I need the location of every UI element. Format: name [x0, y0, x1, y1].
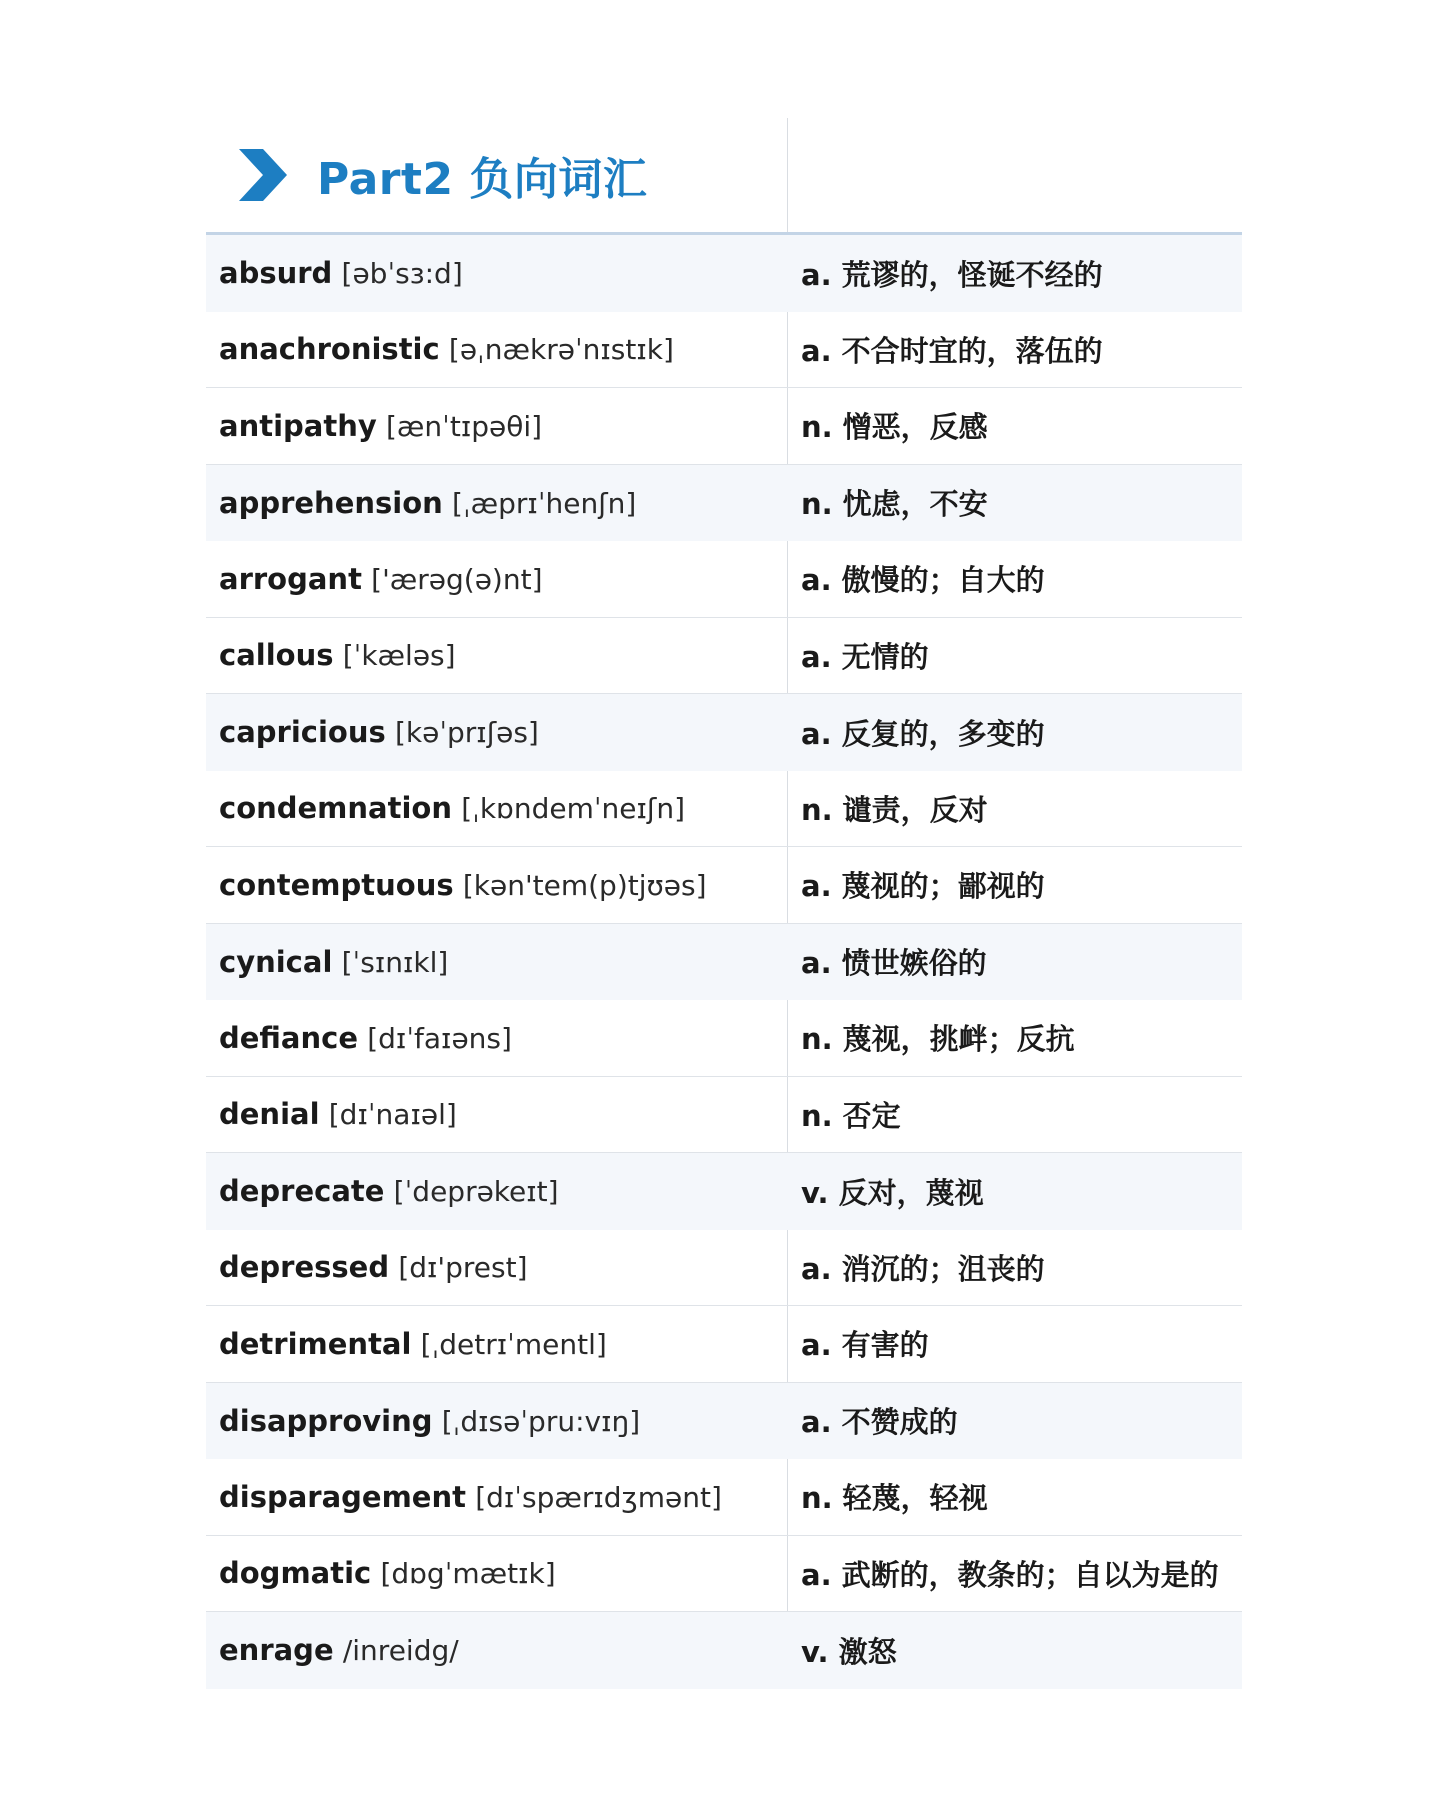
table-row: [206, 1000, 1242, 1077]
meaning-text: 谴责，反对: [842, 792, 988, 827]
table-row: [206, 1153, 1242, 1230]
meaning-text: 蔑视，挑衅；反抗: [842, 1022, 1075, 1057]
meaning-text: 傲慢的；自大的: [841, 563, 1045, 598]
page-title: Part2 负向词汇: [317, 154, 648, 205]
word-cell: [206, 409, 787, 443]
word-cell: [206, 1021, 787, 1055]
meaning-text: 有害的: [841, 1328, 929, 1363]
word-cell: [206, 1480, 787, 1514]
word-text: arrogant: [219, 561, 362, 596]
part-of-speech: n.: [801, 410, 833, 445]
word-text: detrimental: [219, 1326, 412, 1361]
vocabulary-table: [206, 232, 1242, 1689]
word-cell: [206, 1250, 787, 1284]
table-row: [206, 1536, 1242, 1613]
table-row: [206, 924, 1242, 1001]
part-of-speech: n.: [801, 487, 833, 522]
word-cell: [206, 1404, 787, 1438]
table-row: [206, 312, 1242, 389]
word-cell: [206, 1556, 787, 1590]
word-text: anachronistic: [219, 332, 440, 367]
phonetic-text: [ˈdeprəkeɪt]: [393, 1175, 559, 1209]
word-text: dogmatic: [219, 1556, 372, 1591]
table-row: [206, 1612, 1242, 1689]
part-of-speech: n.: [801, 792, 833, 827]
phonetic-text: [ænˈtɪpəθi]: [385, 409, 543, 443]
word-text: cynical: [219, 944, 333, 979]
phonetic-text: [əbˈsɜ:d]: [341, 257, 463, 291]
word-cell: [206, 332, 787, 366]
phonetic-text: [kən'tem(p)tjʊəs]: [462, 868, 707, 902]
meaning-text: 轻蔑，轻视: [842, 1481, 988, 1516]
table-row: [206, 1459, 1242, 1536]
table-row: [206, 388, 1242, 465]
word-text: deprecate: [219, 1174, 385, 1209]
word-text: disapproving: [219, 1403, 433, 1438]
word-text: absurd: [219, 256, 333, 291]
definition-cell: [787, 1400, 1242, 1441]
table-row: [206, 1383, 1242, 1460]
chevron-right-icon: [237, 147, 289, 203]
phonetic-text: [kəˈprɪʃəs]: [394, 716, 539, 750]
meaning-text: 不合时宜的，落伍的: [841, 333, 1103, 368]
meaning-text: 忧虑，不安: [842, 487, 988, 522]
table-row: [206, 618, 1242, 695]
meaning-text: 蔑视的；鄙视的: [841, 869, 1045, 904]
definition-cell: [787, 1630, 1242, 1671]
part-of-speech: a.: [801, 1328, 832, 1363]
word-cell: [206, 868, 787, 902]
definition-cell: [787, 864, 1242, 905]
table-row: [206, 1077, 1242, 1154]
word-cell: [206, 945, 787, 979]
phonetic-text: [dɪˈnaɪəl]: [328, 1098, 457, 1132]
word-cell: [206, 1097, 787, 1131]
definition-cell: [787, 1553, 1242, 1594]
word-text: condemnation: [219, 791, 452, 826]
meaning-text: 消沉的；沮丧的: [841, 1251, 1045, 1286]
word-text: apprehension: [219, 485, 443, 520]
part-of-speech: v.: [801, 1175, 829, 1210]
phonetic-text: [dɪ'prest]: [398, 1251, 528, 1285]
word-cell: [206, 1174, 787, 1208]
word-cell: [206, 791, 787, 825]
word-cell: [206, 256, 787, 290]
table-row: [206, 694, 1242, 771]
phonetic-text: [ˌdetrɪˈmentl]: [420, 1327, 607, 1361]
phonetic-text: [əˌnækrəˈnɪstɪk]: [448, 333, 674, 367]
table-row: [206, 1306, 1242, 1383]
phonetic-text: ['ærəg(ə)nt]: [371, 562, 543, 596]
part-of-speech: a.: [801, 257, 832, 292]
phonetic-text: [dɒgˈmætɪk]: [380, 1557, 556, 1591]
part-of-speech: a.: [801, 716, 832, 751]
part-of-speech: n.: [801, 1098, 833, 1133]
phonetic-text: [ˌæprɪˈhenʃn]: [452, 486, 637, 520]
meaning-text: 憎恶，反感: [842, 410, 988, 445]
word-text: denial: [219, 1097, 320, 1132]
part-of-speech: n.: [801, 1022, 833, 1057]
definition-cell: [787, 482, 1242, 523]
word-cell: [206, 562, 787, 596]
definition-cell: [787, 1094, 1242, 1135]
phonetic-text: /inreidg/: [342, 1634, 459, 1668]
word-text: contemptuous: [219, 867, 454, 902]
word-cell: [206, 1633, 787, 1667]
meaning-text: 反对，蔑视: [838, 1175, 984, 1210]
part-of-speech: a.: [801, 1251, 832, 1286]
definition-cell: [787, 941, 1242, 982]
definition-cell: [787, 253, 1242, 294]
table-row: [206, 235, 1242, 312]
word-text: enrage: [219, 1633, 334, 1668]
definition-cell: [787, 1476, 1242, 1517]
table-row: [206, 541, 1242, 618]
meaning-text: 反复的，多变的: [841, 716, 1045, 751]
meaning-text: 不赞成的: [841, 1405, 958, 1440]
definition-cell: [787, 329, 1242, 370]
phonetic-text: [ˈkæləs]: [342, 639, 456, 673]
meaning-text: 武断的，教条的；自以为是的: [841, 1557, 1219, 1592]
part-of-speech: a.: [801, 1405, 832, 1440]
word-cell: [206, 1327, 787, 1361]
definition-cell: [787, 405, 1242, 446]
phonetic-text: [dɪˈspærɪdʒmənt]: [475, 1480, 722, 1514]
table-row: [206, 847, 1242, 924]
part-of-speech: n.: [801, 1481, 833, 1516]
phonetic-text: [ˌkɒndemˈneɪʃn]: [461, 792, 685, 826]
part-of-speech: v.: [801, 1634, 829, 1669]
part-of-speech: a.: [801, 639, 832, 674]
meaning-text: 激怒: [838, 1634, 897, 1669]
meaning-text: 愤世嫉俗的: [841, 946, 987, 981]
part-of-speech: a.: [801, 946, 832, 981]
phonetic-text: [ˌdɪsəˈpru:vɪŋ]: [441, 1404, 641, 1438]
meaning-text: 否定: [842, 1098, 901, 1133]
meaning-text: 无情的: [841, 639, 929, 674]
word-text: capricious: [219, 715, 386, 750]
word-cell: [206, 638, 787, 672]
phonetic-text: [ˈsɪnɪkl]: [341, 945, 449, 979]
definition-cell: [787, 788, 1242, 829]
word-cell: [206, 715, 787, 749]
definition-cell: [787, 1247, 1242, 1288]
part-of-speech: a.: [801, 869, 832, 904]
phonetic-text: [dɪˈfaɪəns]: [367, 1021, 512, 1055]
definition-cell: [787, 712, 1242, 753]
word-cell: [206, 486, 787, 520]
definition-cell: [787, 1017, 1242, 1058]
part-of-speech: a.: [801, 563, 832, 598]
section-header: [206, 118, 1242, 232]
table-row: [206, 771, 1242, 848]
word-text: defiance: [219, 1020, 358, 1055]
vocabulary-page: [206, 118, 1242, 1689]
table-row: [206, 465, 1242, 542]
part-of-speech: a.: [801, 1557, 832, 1592]
word-text: callous: [219, 638, 334, 673]
definition-cell: [787, 1323, 1242, 1364]
definition-cell: [787, 558, 1242, 599]
meaning-text: 荒谬的，怪诞不经的: [841, 257, 1103, 292]
definition-cell: [787, 635, 1242, 676]
part-of-speech: a.: [801, 333, 832, 368]
word-text: disparagement: [219, 1479, 466, 1514]
table-row: [206, 1230, 1242, 1307]
word-text: antipathy: [219, 408, 377, 443]
definition-cell: [787, 1171, 1242, 1212]
word-text: depressed: [219, 1250, 390, 1285]
